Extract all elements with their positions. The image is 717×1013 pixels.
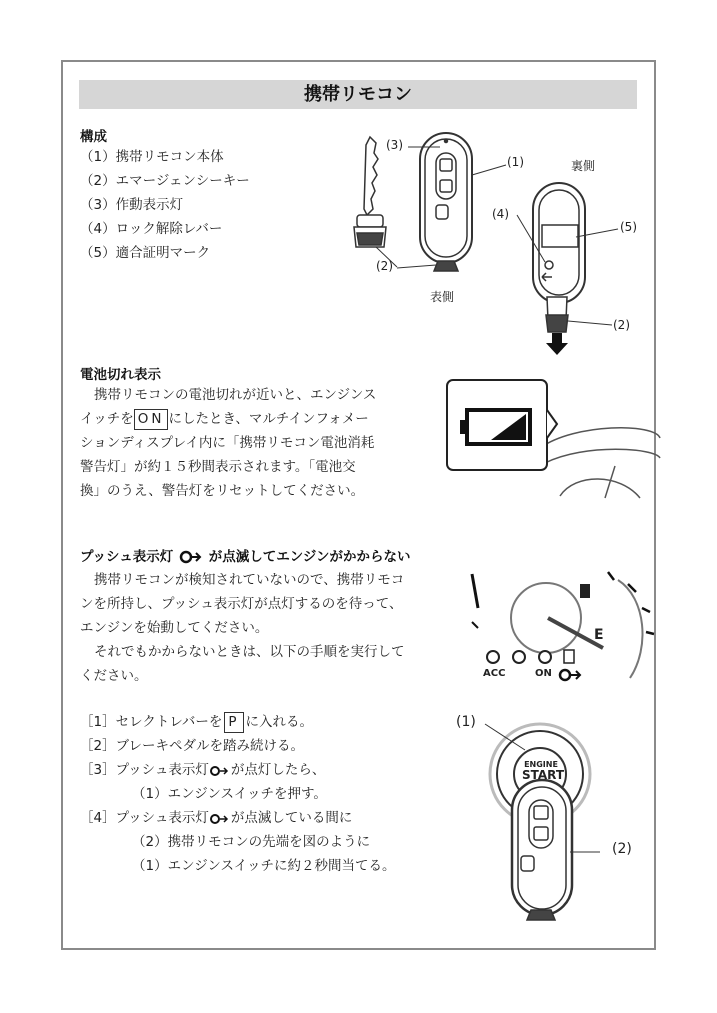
battery-warning-figure (445, 378, 660, 503)
paragraph-line: ンを所持し、プッシュ表示灯が点灯するのを待って、 (80, 596, 403, 612)
label-1: (1) (507, 155, 524, 169)
on-label: ON (535, 668, 552, 679)
step-2: ［2］ブレーキペダルを踏み続ける。 (80, 738, 305, 754)
figure-label-2: (2) (612, 841, 632, 857)
label-2: (2) (376, 259, 393, 273)
auto-hold-icon (513, 651, 525, 663)
paragraph-line (80, 407, 376, 431)
paragraph-line: 警告灯」が約１５秒間表示されます。「電池交 (80, 459, 356, 475)
text-segment: が点滅している間に (230, 810, 353, 826)
battery-text (80, 383, 376, 503)
push-indicator-text (80, 568, 405, 688)
fuel-pump-icon (564, 650, 574, 663)
text-segment: ［4］プッシュ表示灯 (80, 810, 209, 826)
list-item: （1）携帯リモコン本体 (80, 149, 224, 165)
text-segment: ［1］セレクトレバーを (80, 714, 223, 730)
emergency-key-icon (354, 137, 386, 247)
paragraph-line: ください。 (80, 668, 148, 684)
page-title: 携帯リモコン (79, 80, 637, 109)
label-back-side: 裏側 (571, 159, 596, 173)
list-item: （2）エマージェンシーキー (80, 173, 250, 189)
battery-low-icon (460, 410, 530, 444)
component-list (80, 145, 250, 265)
step-3-sub: （1）エンジンスイッチを押す。 (132, 786, 327, 802)
remote-key-icon (512, 780, 572, 920)
list-item: （5）適合証明マーク (80, 245, 211, 261)
start-label: START (522, 768, 565, 782)
acc-lamp-icon (487, 651, 499, 663)
engine-label: ENGINE (524, 760, 558, 769)
steering-wheel-icon (540, 428, 660, 498)
label-4: (4) (492, 207, 509, 221)
section-heading-battery: 電池切れ表示 (80, 367, 161, 383)
on-position-box: ON (134, 409, 169, 430)
remote-front-icon (420, 133, 472, 271)
label-front-side: 表側 (430, 290, 455, 304)
auto-icon (539, 651, 551, 663)
section-heading-push-indicator (80, 545, 411, 565)
remote-back-icon (533, 183, 585, 355)
procedure-steps (80, 710, 395, 878)
paragraph-line: ションディスプレイ内に「携帯リモコン電池消耗 (80, 435, 375, 451)
section-heading-components: 構成 (80, 129, 107, 145)
acc-label: ACC (483, 668, 506, 679)
step-3 (80, 758, 395, 782)
text-segment: ［3］プッシュ表示灯 (80, 762, 209, 778)
engine-start-figure (455, 712, 655, 927)
step-4 (80, 806, 395, 830)
paragraph-line: 携帯リモコンの電池切れが近いと、エンジンス (94, 387, 377, 403)
paragraph-line: それでもかからないときは、以下の手順を実行して (94, 644, 405, 660)
text-segment: が点灯したら、 (230, 762, 326, 778)
text-segment: にしたとき、マルチインフォメー (168, 411, 369, 427)
text-segment: に入れる。 (245, 714, 314, 730)
fuel-icon (580, 584, 590, 598)
text-segment: イッチを (80, 411, 134, 427)
push-indicator-icon (560, 670, 570, 680)
step-4-sub-2: （1）エンジンスイッチに約２秒間当てる。 (132, 858, 396, 874)
figure-label-1: (1) (456, 714, 476, 730)
paragraph-line: 携帯リモコンが検知されていないので、携帯リモコ (94, 572, 405, 588)
heading-part: が点滅してエンジンがかからない (208, 549, 411, 565)
paragraph-line: 換」のうえ、警告灯をリセットしてください。 (80, 483, 365, 499)
label-5: (5) (620, 220, 637, 234)
step-1 (80, 710, 395, 734)
heading-part: プッシュ表示灯 (80, 549, 174, 565)
gauge-dial (511, 583, 581, 653)
fuel-empty-mark: E (594, 627, 604, 643)
label-3: (3) (386, 138, 403, 152)
paragraph-line: エンジンを始動してください。 (80, 620, 269, 636)
p-position-box: P (224, 712, 243, 733)
step-4-sub-1: （2）携帯リモコンの先端を図のように (132, 834, 371, 850)
label-2-back: (2) (613, 318, 630, 332)
list-item: （4）ロック解除レバー (80, 221, 223, 237)
list-item: （3）作動表示灯 (80, 197, 184, 213)
